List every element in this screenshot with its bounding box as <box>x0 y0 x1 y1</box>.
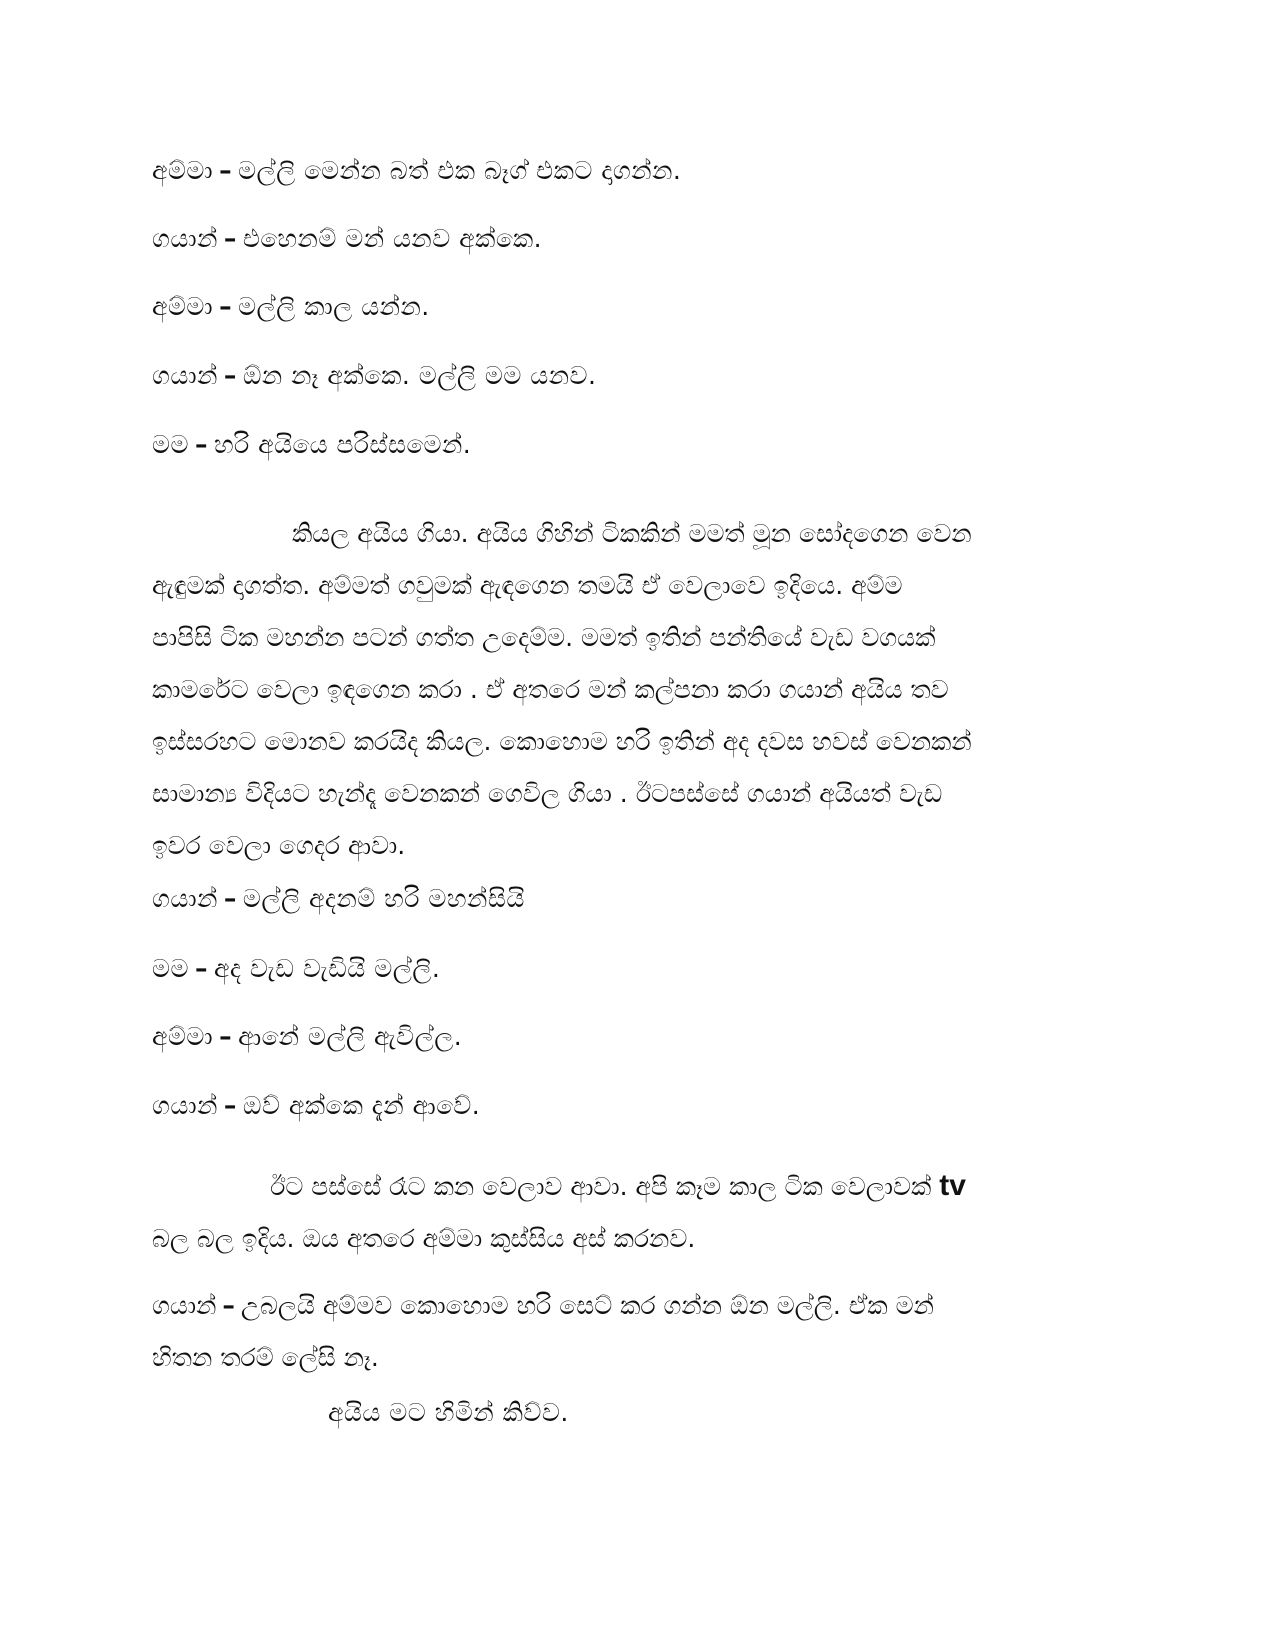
speaker: ගයාන් <box>152 224 218 253</box>
paragraph-line: පාපිසි ටික මහන්න පටන් ගත්ත උදෙම්ම. මමත් ඉතින් පන්තියේ වැඩ වගයක් <box>152 623 936 652</box>
dialogue-block <box>152 1280 1132 1384</box>
dash: – <box>194 954 208 983</box>
speaker: ගයාන් <box>152 1291 217 1320</box>
dash: – <box>219 1022 233 1051</box>
tv-word: tv <box>939 1169 966 1202</box>
paragraph-line: ඉවර වෙලා ගෙදර ආවා. <box>152 831 406 860</box>
dialogue-line <box>152 224 542 254</box>
dash: – <box>222 1291 235 1320</box>
paragraph-text: ඊට පස්සේ රෑට කන වෙලාව ආවා. අපි කෑම කාල ටික වෙලාවක් <box>270 1172 932 1201</box>
dialogue-text: එහෙනම් මන් යනව අක්කෙ. <box>242 224 543 253</box>
dialogue-line <box>152 1091 480 1121</box>
paragraph-line: කියල අයිය ගියා. අයිය ගිහින් ටිකකින් මමත් මූන සෝදගෙන වෙන <box>292 519 972 548</box>
speaker: ගයාන් <box>152 884 218 913</box>
dialogue-text: උබලයි අම්මව කොහොම හරි සෙට් කර ගන්න ඕන මල්ලි. ඒක මන් <box>240 1291 934 1320</box>
dialogue-line <box>152 361 596 391</box>
paragraph-line <box>152 1160 1132 1213</box>
paragraph-line: ඇඳුමක් දාගත්ත. අම්මත් ගවුමක් ඇඳගෙන තමයි ඒ වෙලාවෙ ඉදියෙ. අම්ම <box>152 571 903 600</box>
dialogue-line <box>152 1280 1132 1332</box>
paragraph-line: බල බල ඉදිය. ඔය අතරෙ අම්මා කුස්සිය අස් කරනව. <box>152 1224 696 1253</box>
dialogue-text: අද වැඩ වැඩියි මල්ලි. <box>213 954 441 983</box>
dash: – <box>223 361 237 390</box>
dialogue-text: මල්ලි කාල යන්න. <box>238 292 430 321</box>
dash: – <box>223 1091 237 1120</box>
dialogue-text: ඔව් අක්කෙ දැන් ආවේ. <box>242 1091 481 1120</box>
narrative-paragraph <box>152 508 1132 872</box>
speaker: මම <box>152 430 189 459</box>
speaker: අම්මා <box>152 292 214 321</box>
dialogue-line <box>152 292 430 322</box>
speaker: අම්මා <box>152 156 214 185</box>
dialogue-text: මල්ලි අදනම් හරි මහන්සියි <box>242 884 525 913</box>
speaker: මම <box>152 954 189 983</box>
dash: – <box>194 430 208 459</box>
speaker: ගයාන් <box>152 1091 218 1120</box>
dialogue-text: ඕන නෑ අක්කෙ. මල්ලි මම යනව. <box>242 361 597 390</box>
narrative-paragraph-2 <box>152 1160 1132 1265</box>
dash: – <box>219 156 233 185</box>
dialogue-text: මල්ලි මෙන්න බත් එක බෑග් එකට දාගන්න. <box>238 156 682 185</box>
dialogue-text: ආනේ මල්ලි ඇවිල්ල. <box>238 1022 463 1051</box>
paragraph-line: සාමාන්‍ය විදියට හැන්දෑ වෙනකන් ගෙවිල ගියා . ඊටපස්සේ ගයාන් අයියත් වැඩ <box>152 779 943 808</box>
dialogue-line <box>152 430 471 460</box>
dialogue-line <box>152 1022 462 1052</box>
dialogue-line <box>152 954 440 984</box>
dialogue-line-continued: හිතන තරම් ලේසි නෑ. <box>152 1343 379 1372</box>
dialogue-line <box>152 156 681 186</box>
paragraph-line: ඉස්සරහට මොනව කරයිද කියල. කොහොම හරි ඉතින් අද දවස හවස් වෙනකන් <box>152 727 972 756</box>
speaker: ගයාන් <box>152 361 218 390</box>
dash: – <box>219 292 233 321</box>
dash: – <box>223 224 237 253</box>
speaker: අම්මා <box>152 1022 214 1051</box>
dialogue-text: හරි අයියෙ පරිස්සමෙන්. <box>213 430 472 459</box>
paragraph-line: කාමරේට වෙලා ඉඳගෙන කරා . ඒ අතරෙ මන් කල්පනා කරා ගයාන් අයිය තව <box>152 675 949 704</box>
dash: – <box>223 884 237 913</box>
closing-line: අයිය මට හිමින් කිව්ව. <box>328 1398 569 1427</box>
dialogue-line <box>152 884 525 914</box>
